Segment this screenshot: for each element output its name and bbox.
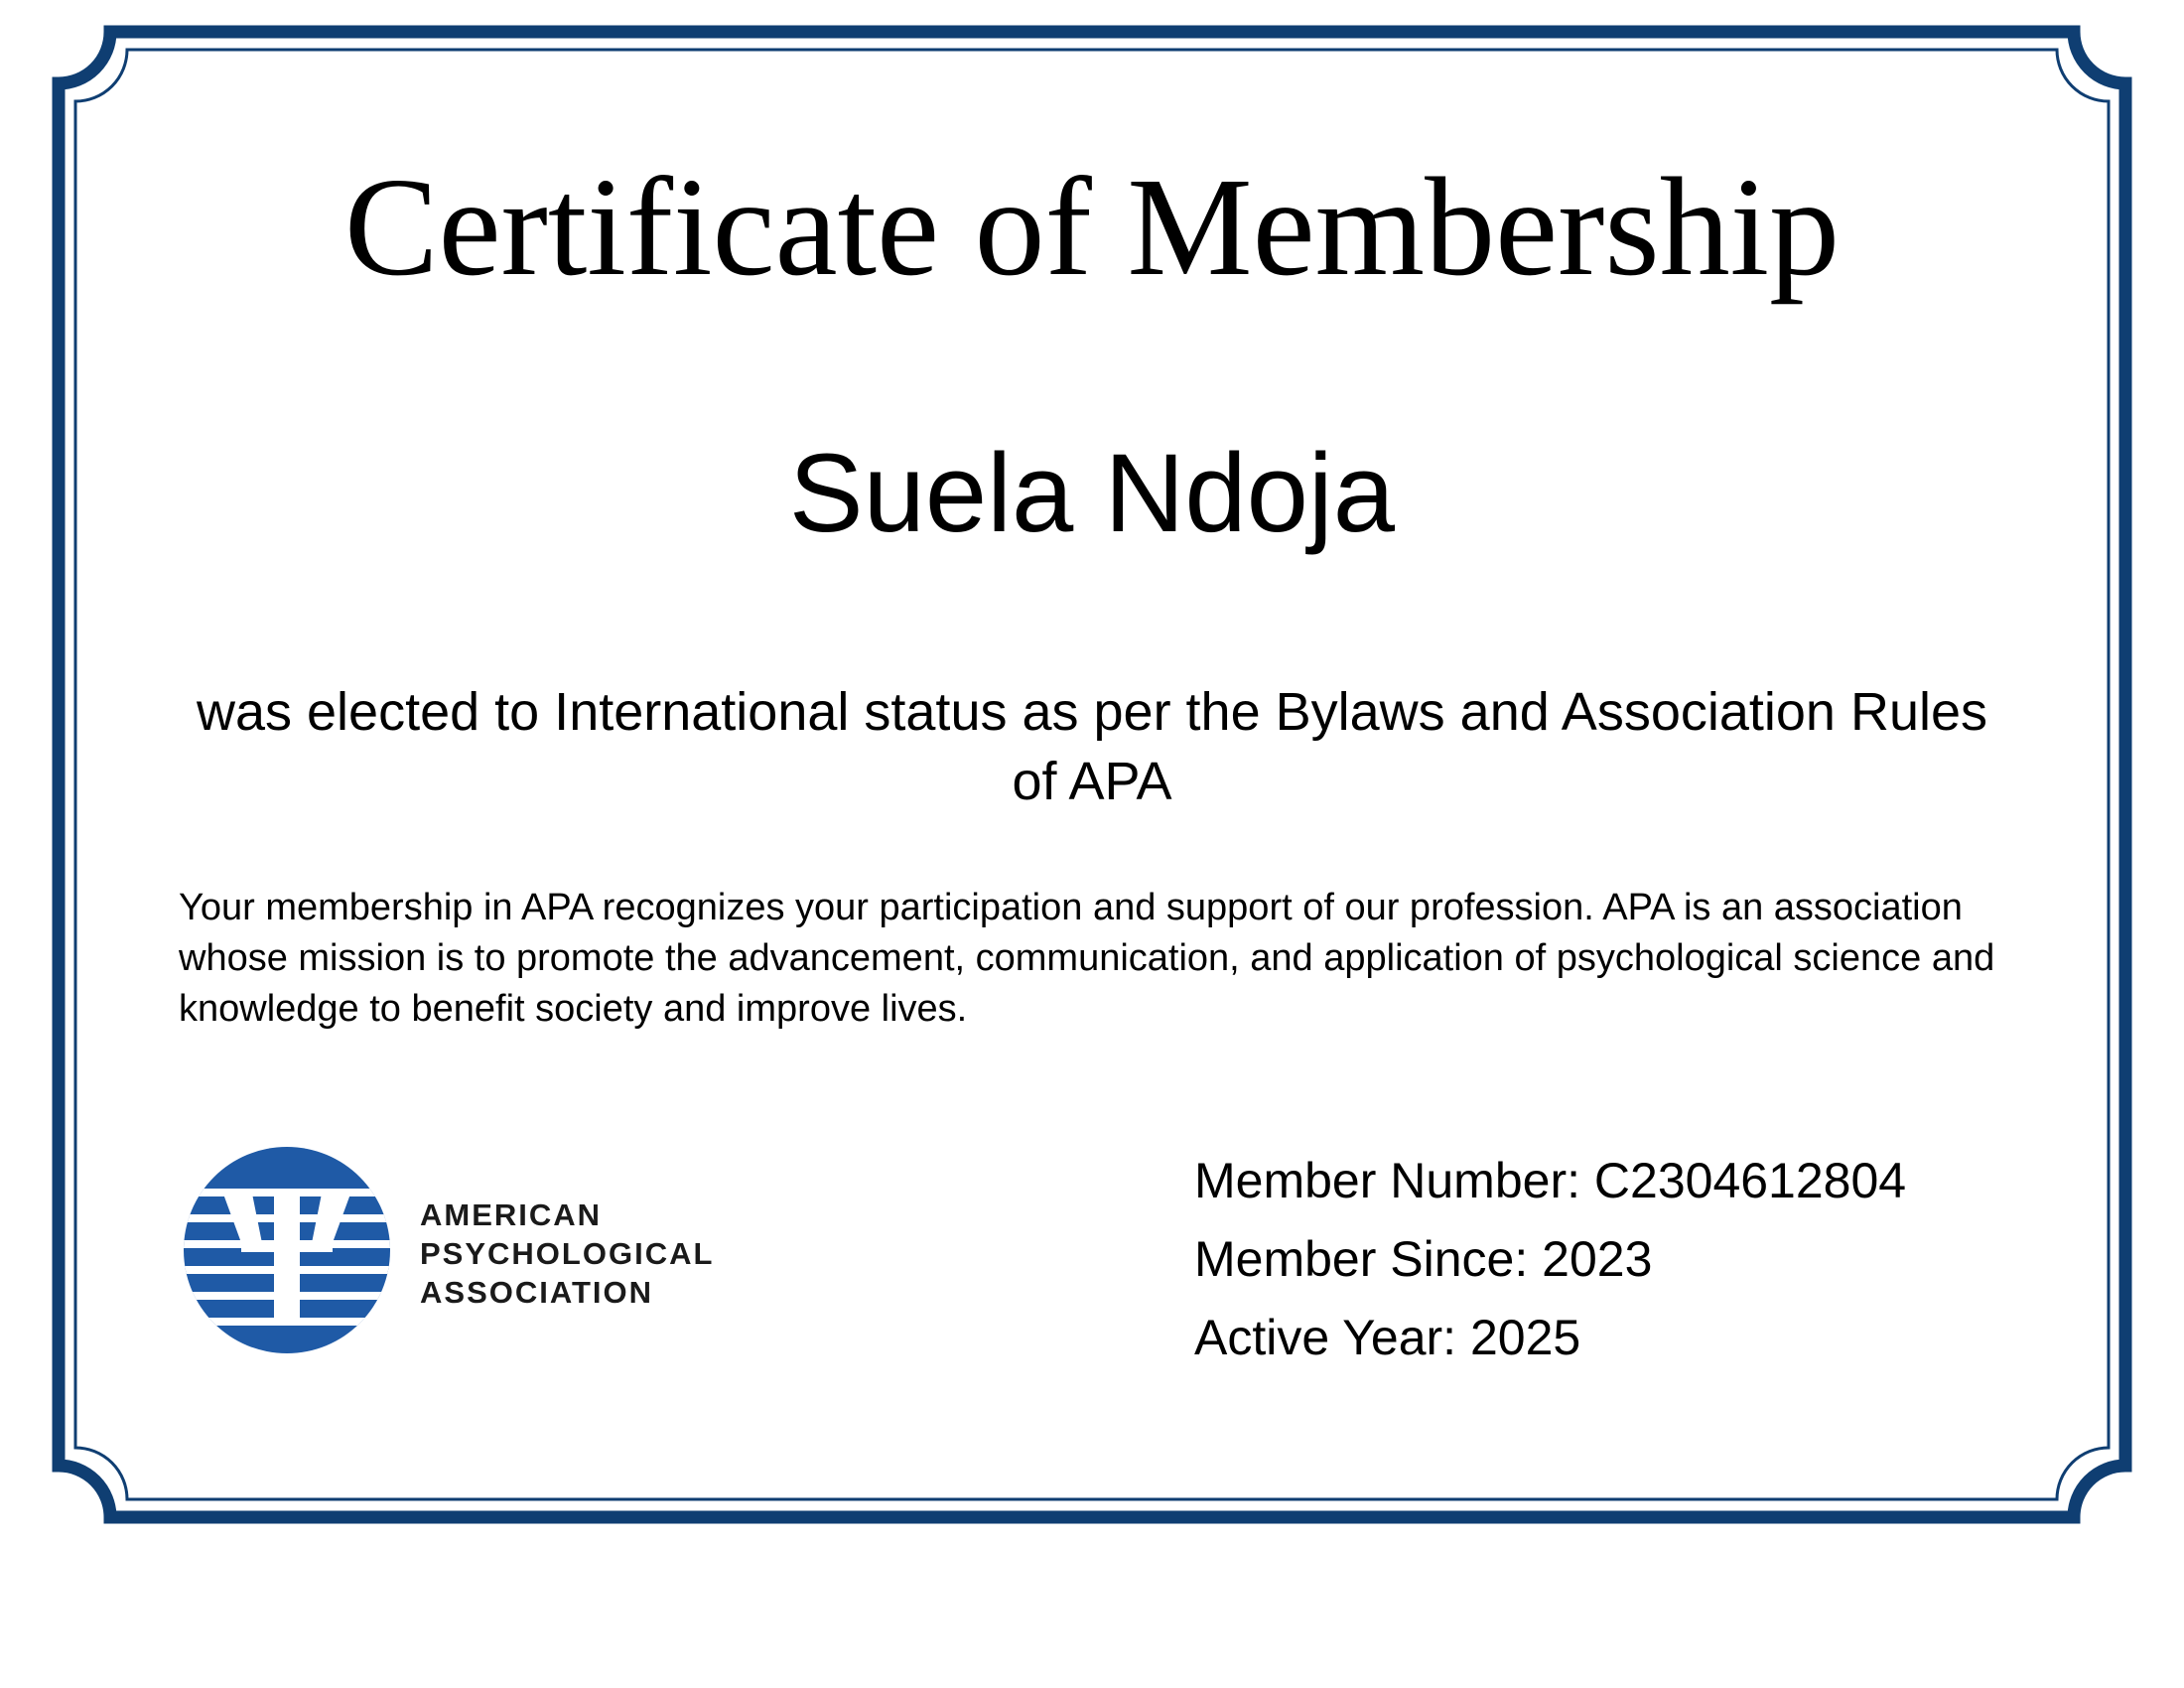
active-year-row (1194, 1299, 1906, 1377)
logo-line-american: AMERICAN (420, 1197, 603, 1232)
member-name: Suela Ndoja (788, 431, 1396, 555)
apa-logo-text (420, 1196, 714, 1312)
active-year-label: Active Year: (1194, 1310, 1457, 1365)
mission-statement: Your membership in APA recognizes your participation and support of our profession. APA is an association whose mission is to promote the advancement, communication, and application of psychological science and knowledge to benefit society and improve lives. (179, 887, 1995, 1030)
logo-line-psychological: PSYCHOLOGICAL (420, 1236, 715, 1271)
logo-line-association: ASSOCIATION (420, 1275, 653, 1310)
member-since-label: Member Since: (1194, 1231, 1529, 1287)
apa-psi-logo-icon (182, 1145, 392, 1355)
member-number-row (1194, 1142, 1906, 1220)
member-number-label: Member Number: (1194, 1153, 1580, 1208)
member-since-row (1194, 1220, 1906, 1299)
member-number-value: C2304612804 (1593, 1153, 1907, 1208)
certificate-title: Certificate of Membership (343, 148, 1841, 305)
member-details (1194, 1142, 1906, 1377)
member-since-value: 2023 (1542, 1231, 1653, 1287)
apa-logo (182, 1145, 738, 1358)
elected-statement: was elected to International status as per the Bylaws and Association Rules of APA (196, 682, 1988, 811)
active-year-value: 2025 (1469, 1310, 1581, 1365)
